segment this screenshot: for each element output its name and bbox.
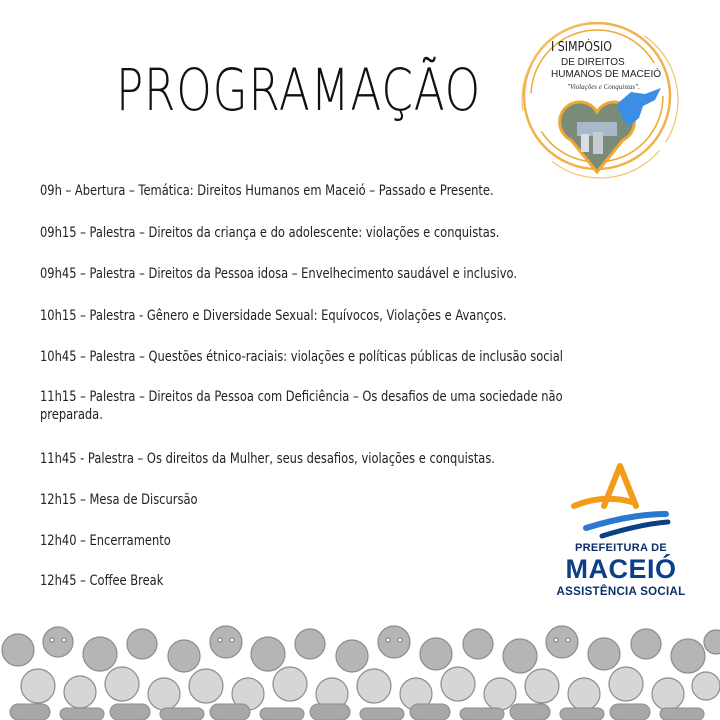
schedule-item: 10h45 – Palestra – Questões étnico-raciais: violações e políticas públicas de inclusão social bbox=[40, 349, 563, 365]
schedule-item: 10h15 – Palestra - Gênero e Diversidade Sexual: Equívocos, Violações e Avanços. bbox=[40, 308, 507, 324]
badge-subtitle-2: HUMANOS DE MACEIÓ bbox=[551, 69, 662, 80]
logo-line-prefeitura: PREFEITURA DE bbox=[574, 542, 668, 554]
page-title: PROGRAMAÇÃO bbox=[116, 56, 482, 124]
schedule-item: 12h15 – Mesa de Discursão bbox=[40, 492, 198, 508]
prefeitura-logo bbox=[546, 462, 696, 602]
schedule-item: 09h – Abertura – Temática: Direitos Humanos em Maceió – Passado e Presente. bbox=[40, 183, 494, 199]
schedule-item: 09h15 – Palestra – Direitos da criança e do adolescente: violações e conquistas. bbox=[40, 225, 500, 241]
schedule-item: 12h40 – Encerramento bbox=[40, 533, 171, 549]
badge-tagline: "Violações e Conquistas". bbox=[567, 83, 640, 91]
crowd-illustration bbox=[0, 620, 720, 720]
schedule-item: 12h45 – Coffee Break bbox=[40, 573, 164, 589]
badge-subtitle-1: DE DIREITOS bbox=[561, 57, 625, 68]
schedule-item: 11h15 – Palestra – Direitos da Pessoa com Deficiência – Os desafios de uma sociedade não preparada. bbox=[40, 389, 563, 423]
logo-emblem-icon bbox=[546, 462, 696, 542]
badge-title: I SIMPÓSIO bbox=[551, 40, 612, 55]
symposium-badge bbox=[505, 22, 695, 198]
logo-line-city: MACEIÓ bbox=[565, 554, 677, 584]
schedule-item: 09h45 – Palestra – Direitos da Pessoa idosa – Envelhecimento saudável e inclusivo. bbox=[40, 266, 517, 282]
schedule-item: 11h45 - Palestra – Os direitos da Mulher, seus desafios, violações e conquistas. bbox=[40, 451, 495, 467]
logo-line-department: ASSISTÊNCIA SOCIAL bbox=[556, 586, 686, 598]
